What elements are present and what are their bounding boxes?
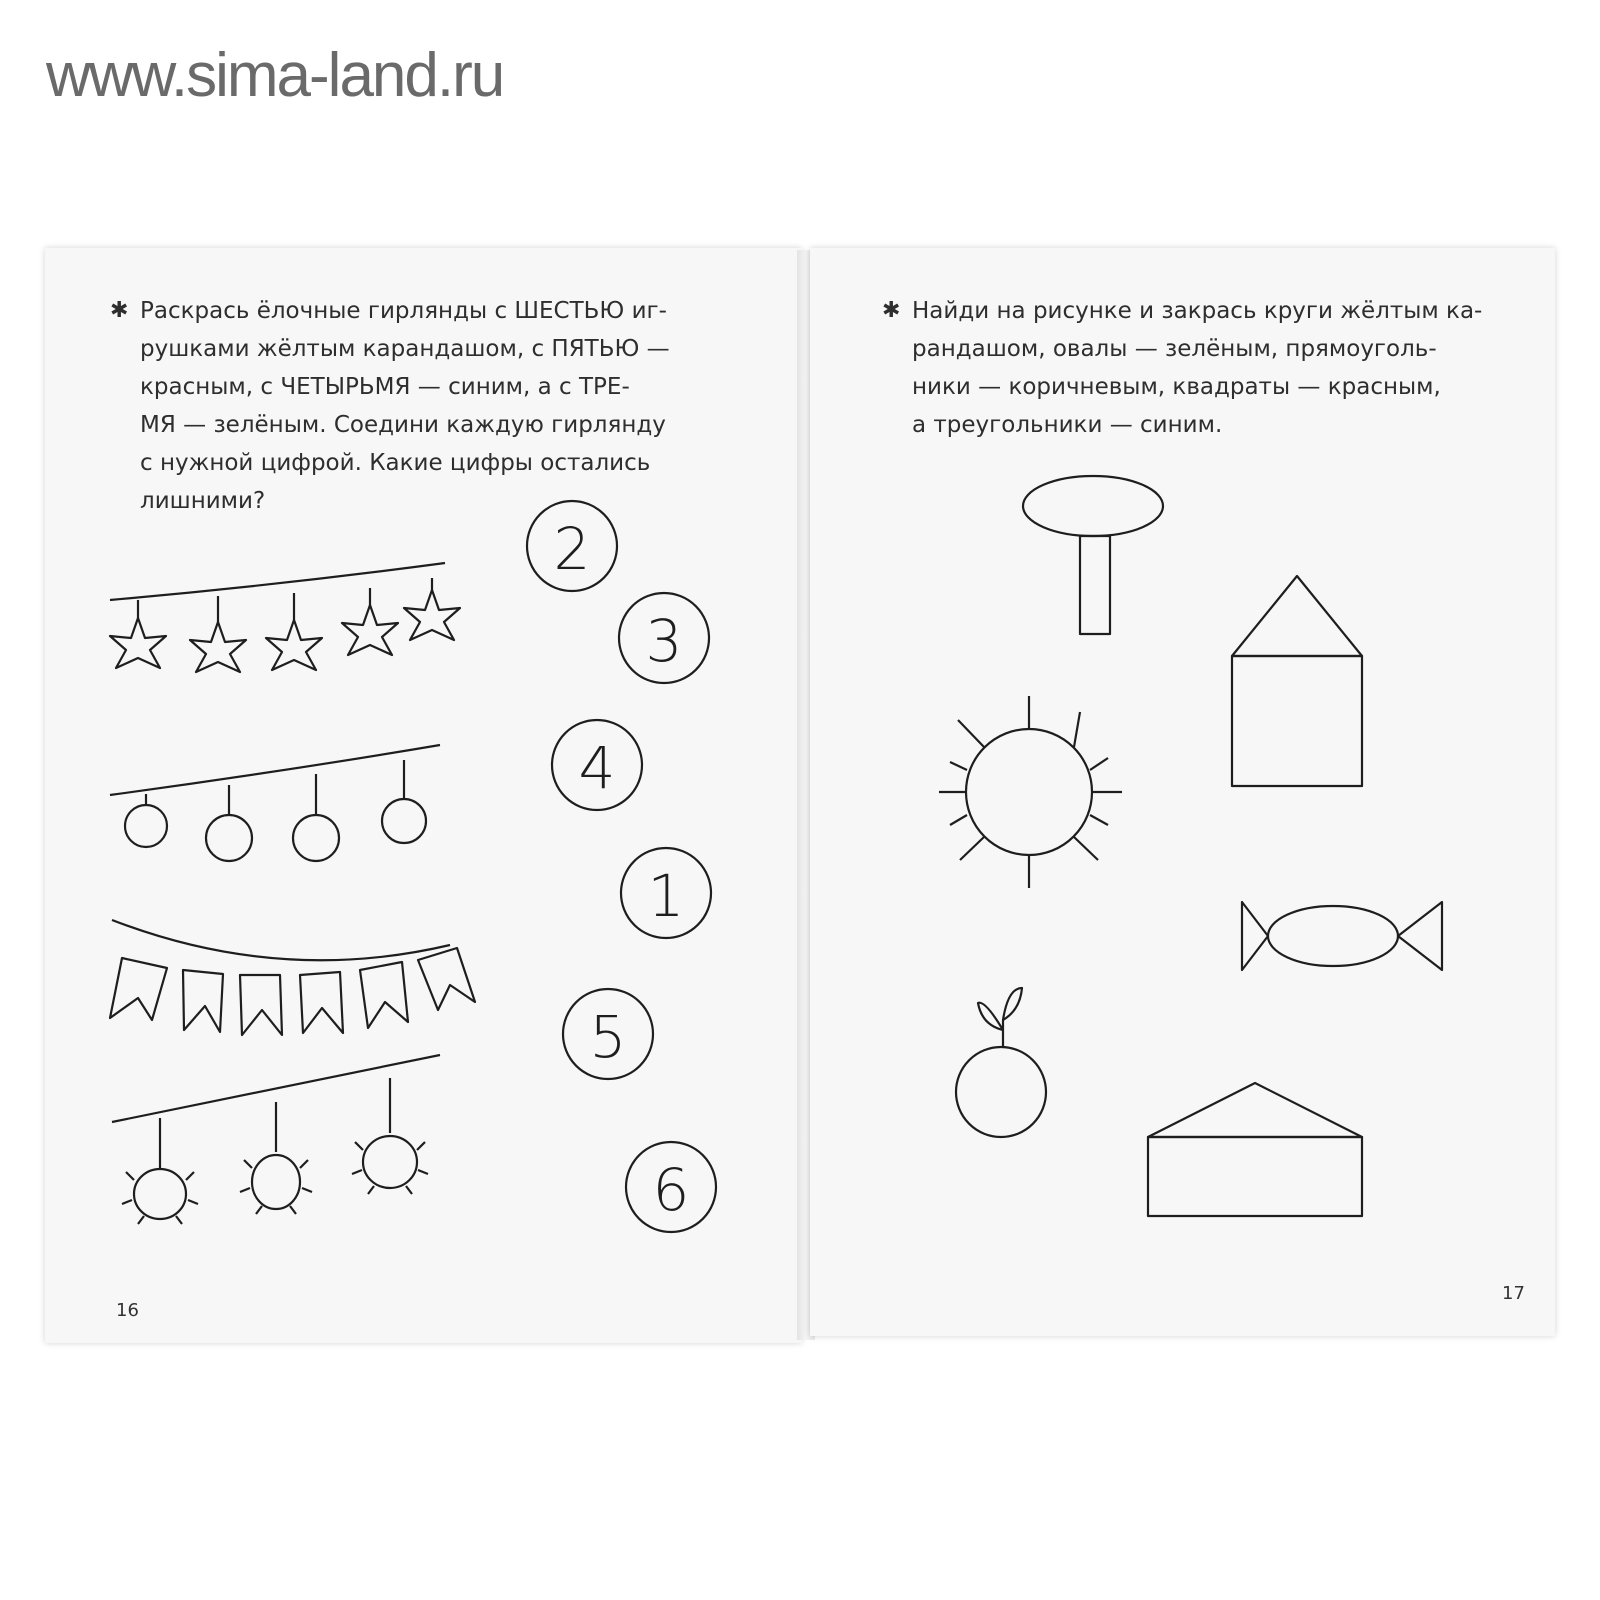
digit-circle: [527, 501, 617, 591]
garland-stars: [110, 563, 460, 672]
ball-ornament: [125, 794, 167, 847]
digit-label: 1: [647, 862, 685, 930]
candy-figure: [1242, 902, 1442, 970]
star-ornament: [342, 588, 398, 655]
asterisk-icon: ✱: [882, 298, 901, 323]
bug-ornament: [352, 1078, 428, 1194]
star-ornament: [404, 578, 460, 640]
flag-ornament: [183, 970, 223, 1032]
task-line: Найди на рисунке и закрась круги жёлтым ка-: [912, 298, 1483, 324]
flag-ornament: [418, 948, 475, 1010]
digit-label: 5: [589, 1003, 627, 1071]
asterisk-icon: ✱: [110, 298, 129, 323]
digit-circle: [563, 989, 653, 1079]
digit-circle: [621, 848, 711, 938]
garland-string: [112, 920, 450, 960]
task-line: лишними?: [140, 488, 266, 514]
digit-label: 4: [578, 734, 616, 802]
digit-label: 2: [553, 515, 591, 583]
task-line: МЯ — зелёным. Соедини каждую гирлянду: [140, 412, 666, 438]
task-line: рушками жёлтым карандашом, с ПЯТЬЮ —: [140, 336, 670, 362]
page-number-right: 17: [1502, 1283, 1525, 1304]
star-ornament: [110, 600, 166, 668]
garland-balls: [110, 745, 440, 861]
bug-ornament: [240, 1102, 312, 1214]
page-number-left: 16: [116, 1300, 139, 1321]
digit-label: 3: [645, 607, 683, 675]
house-figure: [1232, 576, 1362, 786]
task-line: рандашом, овалы — зелёным, прямоуголь-: [912, 336, 1437, 362]
flag-ornament: [110, 958, 167, 1020]
ball-ornament: [293, 774, 339, 861]
garland-flags: [110, 920, 475, 1035]
garland-string: [110, 745, 440, 795]
ball-ornament: [206, 785, 252, 861]
star-ornament: [266, 593, 322, 670]
task-line: с нужной цифрой. Какие цифры остались: [140, 450, 651, 476]
flag-ornament: [300, 972, 343, 1033]
digit-label: 6: [652, 1156, 690, 1224]
mushroom-figure: [1023, 476, 1163, 634]
cheese-figure: [1148, 1083, 1362, 1216]
task-line: красным, с ЧЕТЫРЬМЯ — синим, а с ТРЕ-: [140, 374, 630, 400]
task-line: ники — коричневым, квадраты — красным,: [912, 374, 1441, 400]
bug-ornament: [122, 1118, 198, 1224]
watermark: www.sima-land.ru: [46, 41, 504, 110]
task-line: а треугольники — синим.: [912, 412, 1223, 438]
task-line: Раскрась ёлочные гирлянды с ШЕСТЬЮ иг-: [140, 298, 667, 324]
flag-ornament: [360, 962, 408, 1028]
digit-circle: [619, 593, 709, 683]
flag-ornament: [240, 975, 282, 1035]
cherry-figure: [956, 988, 1046, 1137]
garland-string: [110, 563, 445, 600]
digit-circle: [552, 720, 642, 810]
star-ornament: [190, 596, 246, 672]
digit-circle: [626, 1142, 716, 1232]
garland-bugs: [112, 1055, 440, 1224]
ball-ornament: [382, 760, 426, 843]
sun-figure: [939, 696, 1122, 888]
